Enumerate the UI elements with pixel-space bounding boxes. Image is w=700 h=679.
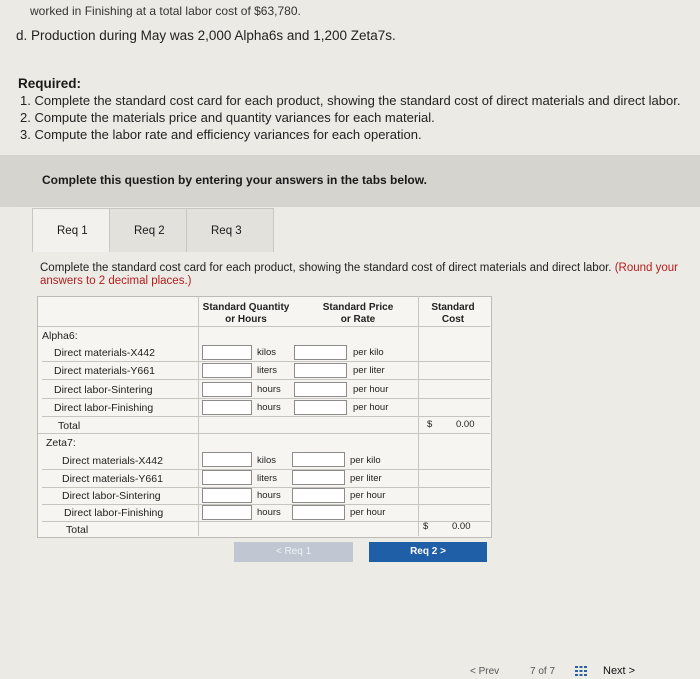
zeta-row-2-unit: liters (257, 473, 278, 484)
tab-req-3-label: Req 3 (211, 225, 242, 237)
header-cost: Standard Cost (431, 302, 475, 325)
zeta-finishing-rate-input[interactable] (292, 505, 345, 520)
alpha-total-value: 0.00 (456, 419, 475, 430)
alpha6-label: Alpha6: (42, 330, 78, 342)
zeta-row-1-rate: per kilo (350, 455, 381, 466)
production-line: d. Production during May was 2,000 Alpha6s and 1,200 Zeta7s. (16, 28, 396, 43)
alpha-row-4-label: Direct labor-Finishing (54, 402, 154, 414)
alpha-row-4-rate: per hour (353, 402, 389, 413)
alpha-row-3-label: Direct labor-Sintering (54, 384, 153, 396)
alpha-sintering-qty-input[interactable] (202, 382, 252, 397)
alpha-row-1-label: Direct materials-X442 (54, 347, 155, 359)
alpha-finishing-qty-input[interactable] (202, 400, 252, 415)
grid-icon[interactable] (575, 666, 587, 676)
zeta-x442-qty-input[interactable] (202, 452, 252, 467)
zeta-total-label: Total (66, 524, 89, 536)
prev-req-button[interactable]: < Req 1 (234, 542, 353, 562)
tab-req-2-label: Req 2 (134, 225, 165, 237)
zeta-y661-qty-input[interactable] (202, 470, 252, 485)
zeta-row-4-label: Direct labor-Finishing (64, 507, 164, 519)
zeta-total-currency: $ (423, 521, 429, 532)
banner-text: Complete this question by entering your answers in the tabs below. (42, 173, 427, 187)
zeta-row-1-unit: kilos (257, 455, 277, 466)
zeta-row-2-label: Direct materials-Y661 (62, 473, 163, 485)
row-divider (42, 487, 490, 488)
alpha-x442-qty-input[interactable] (202, 345, 252, 360)
row-divider (42, 469, 490, 470)
zeta-y661-price-input[interactable] (292, 470, 345, 485)
alpha-y661-qty-input[interactable] (202, 363, 252, 378)
alpha-total-label: Total (58, 420, 81, 432)
zeta-row-1-label: Direct materials-X442 (62, 455, 163, 467)
instruction-banner (0, 155, 700, 207)
tab-req-3[interactable] (186, 208, 274, 252)
row-divider (42, 504, 490, 505)
alpha-sintering-rate-input[interactable] (294, 382, 347, 397)
zeta-sintering-rate-input[interactable] (292, 488, 345, 503)
alpha-row-3-rate: per hour (353, 384, 389, 395)
tab-req-2[interactable] (109, 208, 197, 252)
zeta-row-3-unit: hours (257, 490, 281, 501)
alpha-total-currency: $ (427, 419, 433, 430)
group-divider (38, 433, 490, 434)
row-divider (42, 416, 490, 417)
zeta-sintering-qty-input[interactable] (202, 488, 252, 503)
row-divider (42, 398, 490, 399)
zeta-row-4-rate: per hour (350, 507, 386, 518)
problem-cut-line: worked in Finishing at a total labor cost of $63,780. (30, 4, 301, 18)
footer-next-button[interactable]: Next > (603, 665, 636, 677)
alpha-y661-price-input[interactable] (294, 363, 347, 378)
zeta-row-3-label: Direct labor-Sintering (62, 490, 161, 502)
row-divider (42, 361, 490, 362)
zeta-row-2-rate: per liter (350, 473, 382, 484)
footer-prev-link[interactable]: < Prev (470, 666, 500, 677)
zeta-total-value: 0.00 (452, 521, 471, 532)
zeta-finishing-qty-input[interactable] (202, 505, 252, 520)
required-heading: Required: (18, 76, 82, 91)
zeta-x442-price-input[interactable] (292, 452, 345, 467)
footer-page-indicator: 7 of 7 (530, 666, 556, 677)
zeta7-label: Zeta7: (46, 437, 76, 449)
alpha-row-1-unit: kilos (257, 347, 277, 358)
alpha-row-2-rate: per liter (353, 365, 385, 376)
row-divider (42, 379, 490, 380)
alpha-row-3-unit: hours (257, 384, 281, 395)
header-price: Standard Price or Rate (322, 302, 394, 325)
required-item-3: 3. Compute the labor rate and efficiency variances for each operation. (20, 127, 422, 142)
alpha-row-2-unit: liters (257, 365, 278, 376)
tab-req-1[interactable] (32, 208, 120, 252)
alpha-x442-price-input[interactable] (294, 345, 347, 360)
required-item-2: 2. Compute the materials price and quantity variances for each material. (20, 110, 435, 125)
instruction-round: (Round your answers to 2 decimal places.) (40, 262, 678, 287)
alpha-row-1-rate: per kilo (353, 347, 384, 358)
alpha-row-2-label: Direct materials-Y661 (54, 365, 155, 377)
required-item-1: 1. Complete the standard cost card for each product, showing the standard cost of direct materials and direct labor. (20, 93, 681, 108)
instruction-main: Complete the standard cost card for each product, showing the standard cost of direct materials and direct labor. (40, 262, 612, 274)
alpha-row-4-unit: hours (257, 402, 281, 413)
header-divider (38, 326, 490, 327)
header-quantity: Standard Quantity or Hours (202, 302, 290, 325)
tab-req-1-label: Req 1 (57, 225, 88, 237)
alpha-finishing-rate-input[interactable] (294, 400, 347, 415)
instruction-text (40, 262, 695, 288)
zeta-row-3-rate: per hour (350, 490, 386, 501)
next-req-button[interactable]: Req 2 > (369, 542, 487, 562)
zeta-row-4-unit: hours (257, 507, 281, 518)
